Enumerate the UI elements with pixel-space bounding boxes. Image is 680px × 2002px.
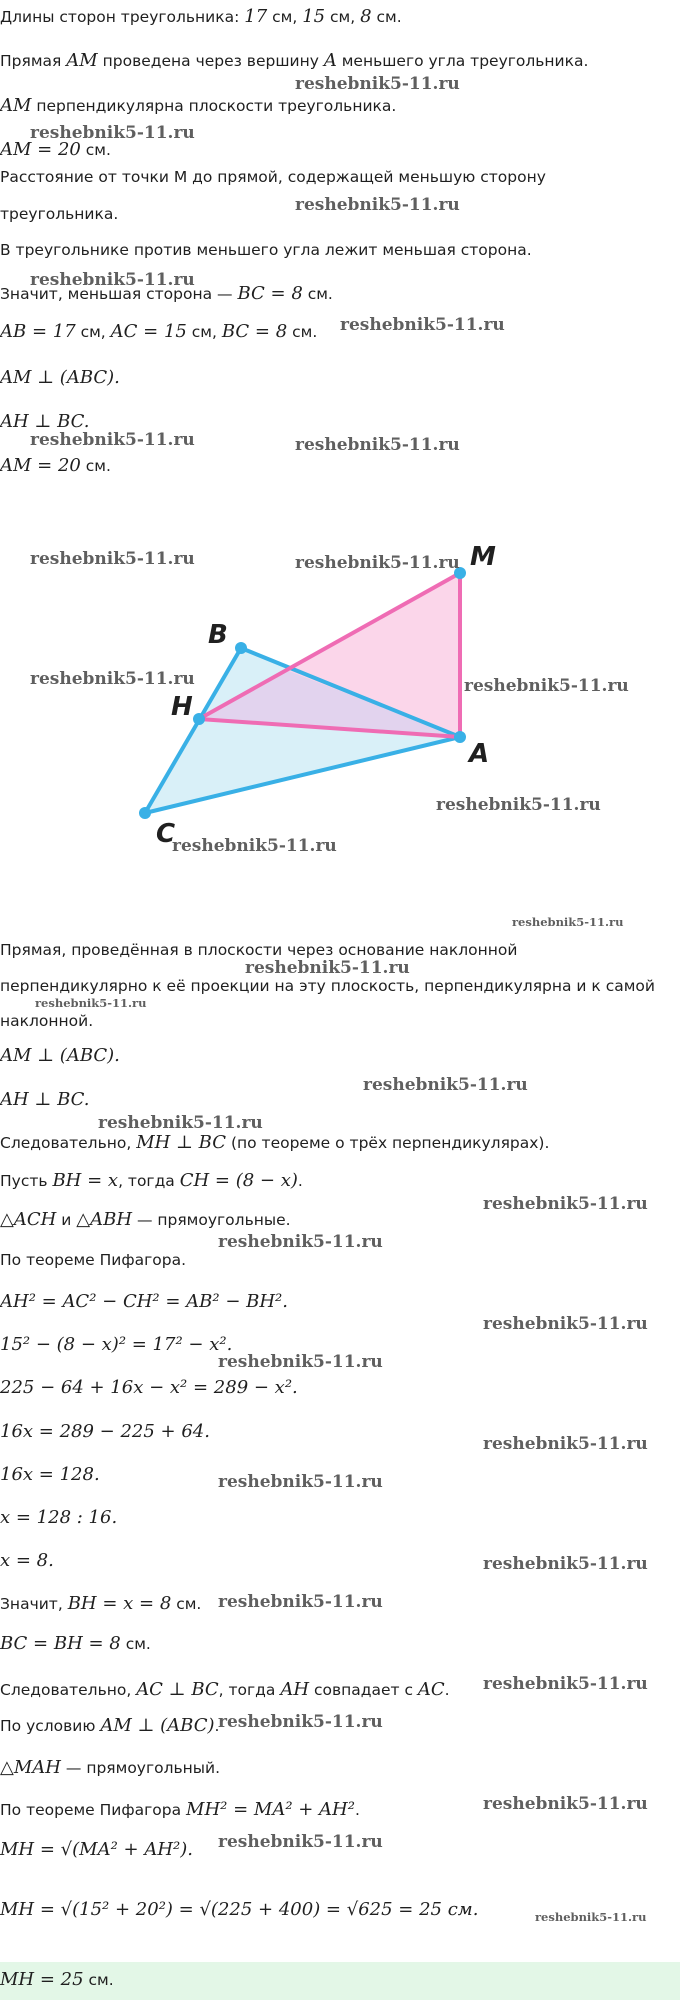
watermark: reshebnik5-11.ru <box>218 1472 383 1492</box>
watermark: reshebnik5-11.ru <box>483 1554 648 1574</box>
watermark: reshebnik5-11.ru <box>363 1075 528 1095</box>
am-20: AM = 20 см. <box>0 455 111 476</box>
equation-7: x = 8. <box>0 1550 54 1571</box>
given-am-length: AM = 20 см. <box>0 139 111 160</box>
equation-2: 15² − (8 − x)² = 17² − x². <box>0 1334 233 1355</box>
ac-perp-bc: Следовательно, AC ⊥ BC, тогда AH совпадает с AC. <box>0 1679 450 1700</box>
mh-perp-bc: Следовательно, MH ⊥ BC (по теореме о трёх перпендикулярах). <box>0 1132 550 1153</box>
vertex-a <box>454 731 466 743</box>
watermark: reshebnik5-11.ru <box>295 195 460 215</box>
find-line-1: Расстояние от точки M до прямой, содержащей меньшую сторону <box>0 168 546 186</box>
label-m: M <box>470 542 496 572</box>
watermark: reshebnik5-11.ru <box>512 915 624 929</box>
vertex-h <box>193 713 205 725</box>
bc-bh: BC = BH = 8 см. <box>0 1633 151 1654</box>
pythagoras-note: По теореме Пифагора. <box>0 1251 187 1269</box>
label-b: B <box>208 620 228 650</box>
theorem-line-3: наклонной. <box>0 1012 94 1030</box>
theorem-line-1: Прямая, проведённая в плоскости через основание наклонной <box>0 941 518 959</box>
watermark: reshebnik5-11.ru <box>483 1674 648 1694</box>
watermark: reshebnik5-11.ru <box>30 123 195 143</box>
equation-5: 16x = 128. <box>0 1464 100 1485</box>
watermark: reshebnik5-11.ru <box>218 1832 383 1852</box>
am-perp-abc-2: AM ⊥ (ABC). <box>0 1045 120 1066</box>
rule-text: В треугольнике против меньшего угла лежит меньшая сторона. <box>0 241 532 259</box>
watermark: reshebnik5-11.ru <box>483 1194 648 1214</box>
watermark: reshebnik5-11.ru <box>535 1910 647 1924</box>
mah-right: △MAH — прямоугольный. <box>0 1757 221 1778</box>
right-triangles: △ACH и △ABH — прямоугольные. <box>0 1209 291 1230</box>
condition: По условию AM ⊥ (ABC). <box>0 1715 220 1736</box>
label-h: H <box>171 692 193 722</box>
smaller-side: Значит, меньшая сторона — BC = 8 см. <box>0 283 333 304</box>
label-c: C <box>156 819 176 849</box>
watermark: reshebnik5-11.ru <box>295 74 460 94</box>
ah-perp-bc-2: AH ⊥ BC. <box>0 1089 90 1110</box>
watermark: reshebnik5-11.ru <box>218 1592 383 1612</box>
mh-sqrt: MH = √(MA² + AH²). <box>0 1839 193 1860</box>
watermark: reshebnik5-11.ru <box>30 669 195 689</box>
am-perp-abc: AM ⊥ (ABC). <box>0 367 120 388</box>
watermark: reshebnik5-11.ru <box>218 1712 383 1732</box>
watermark: reshebnik5-11.ru <box>483 1314 648 1334</box>
bh-value: Значит, BH = x = 8 см. <box>0 1593 202 1614</box>
vertex-c <box>139 807 151 819</box>
pythagoras-mh: По теореме Пифагора MH² = MA² + AH². <box>0 1799 360 1820</box>
watermark: reshebnik5-11.ru <box>295 553 460 573</box>
let-x: Пусть BH = x, тогда CH = (8 − x). <box>0 1170 303 1191</box>
equation-6: x = 128 : 16. <box>0 1507 118 1528</box>
answer: MH = 25 см. <box>0 1969 114 1990</box>
watermark: reshebnik5-11.ru <box>30 270 195 290</box>
watermark: reshebnik5-11.ru <box>35 996 147 1010</box>
equation-1: AH² = AC² − CH² = AB² − BH². <box>0 1291 288 1312</box>
given-line-am: Прямая AM проведена через вершину A меньшего угла треугольника. <box>0 50 589 71</box>
sides-equalities: AB = 17 см, AC = 15 см, BC = 8 см. <box>0 321 318 342</box>
equation-3: 225 − 64 + 16x − x² = 289 − x². <box>0 1377 298 1398</box>
equation-4: 16x = 289 − 225 + 64. <box>0 1421 210 1442</box>
watermark: reshebnik5-11.ru <box>483 1434 648 1454</box>
mh-calc: MH = √(15² + 20²) = √(225 + 400) = √625 = 25 см. <box>0 1899 479 1920</box>
watermark: reshebnik5-11.ru <box>245 958 410 978</box>
given-sides: Длины сторон треугольника: 17 см, 15 см, 8 см. <box>0 6 402 27</box>
watermark: reshebnik5-11.ru <box>172 836 337 856</box>
ah-perp-bc: AH ⊥ BC. <box>0 411 90 432</box>
watermark: reshebnik5-11.ru <box>218 1352 383 1372</box>
label-a: A <box>469 739 490 769</box>
given-perpendicular: AM перпендикулярна плоскости треугольника. <box>0 95 397 116</box>
watermark: reshebnik5-11.ru <box>218 1232 383 1252</box>
watermark: reshebnik5-11.ru <box>464 676 629 696</box>
theorem-line-2: перпендикулярно к её проекции на эту плоскость, перпендикулярна и к самой <box>0 977 655 995</box>
pyramid-figure <box>0 520 680 880</box>
watermark: reshebnik5-11.ru <box>295 435 460 455</box>
find-line-2: треугольника. <box>0 205 119 223</box>
watermark: reshebnik5-11.ru <box>30 549 195 569</box>
watermark: reshebnik5-11.ru <box>30 430 195 450</box>
watermark: reshebnik5-11.ru <box>340 315 505 335</box>
vertex-b <box>235 642 247 654</box>
watermark: reshebnik5-11.ru <box>98 1113 263 1133</box>
watermark: reshebnik5-11.ru <box>483 1794 648 1814</box>
watermark: reshebnik5-11.ru <box>436 795 601 815</box>
